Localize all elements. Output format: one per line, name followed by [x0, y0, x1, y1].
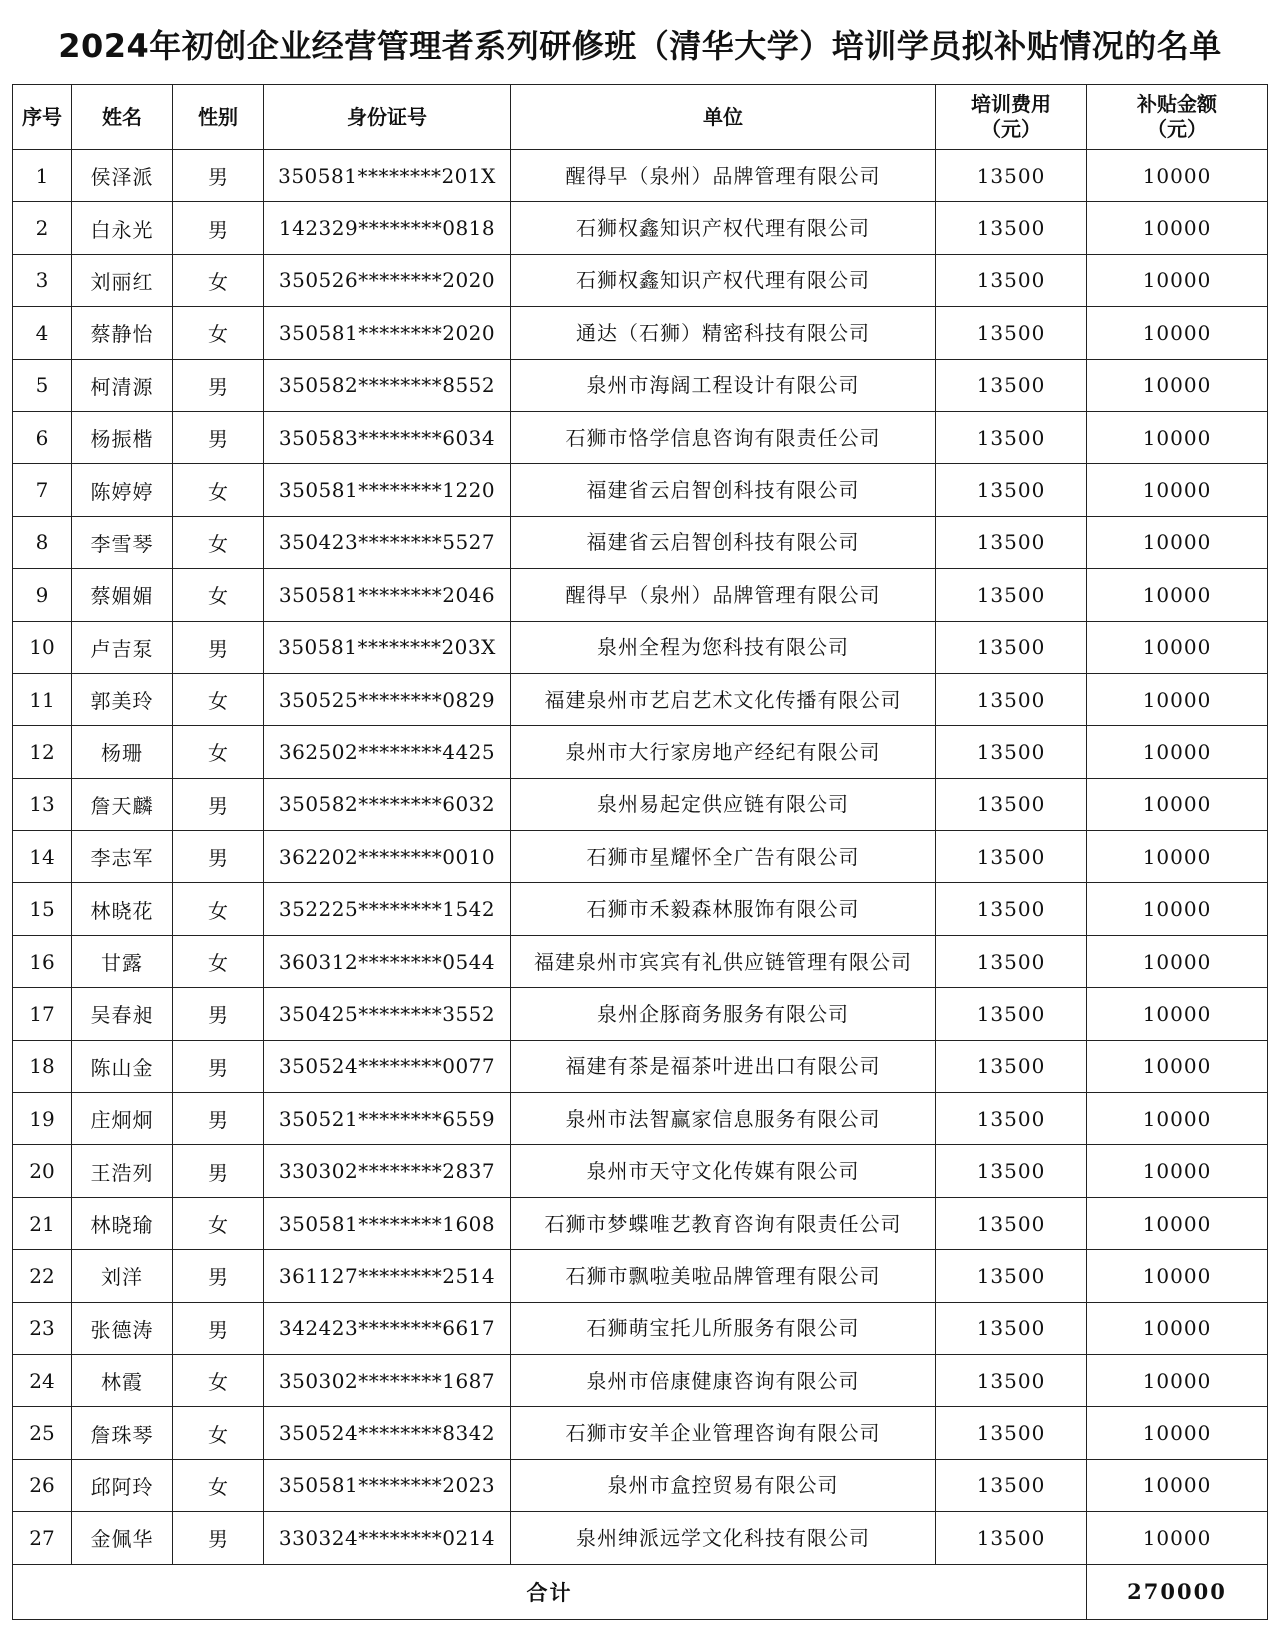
cell-subsidy-amount: 10000	[1087, 1145, 1268, 1197]
cell-unit: 石狮市飘啦美啦品牌管理有限公司	[511, 1250, 936, 1302]
cell-gender: 男	[173, 202, 264, 254]
column-header-fee: 培训费用（元）	[936, 85, 1087, 150]
cell-name: 邱阿玲	[72, 1459, 173, 1511]
cell-gender: 男	[173, 1250, 264, 1302]
cell-id-number: 350423********5527	[264, 516, 511, 568]
table-row	[13, 621, 1268, 673]
table-row	[13, 988, 1268, 1040]
cell-training-fee: 13500	[936, 1407, 1087, 1459]
cell-training-fee: 13500	[936, 726, 1087, 778]
cell-unit: 福建省云启智创科技有限公司	[511, 464, 936, 516]
cell-id-number: 350581********1220	[264, 464, 511, 516]
table-row	[13, 307, 1268, 359]
cell-gender: 男	[173, 1040, 264, 1092]
cell-gender: 男	[173, 1093, 264, 1145]
roster-body	[13, 150, 1268, 1565]
total-row	[13, 1564, 1268, 1619]
cell-name: 白永光	[72, 202, 173, 254]
cell-training-fee: 13500	[936, 621, 1087, 673]
cell-subsidy-amount: 10000	[1087, 935, 1268, 987]
cell-id-number: 350581********203X	[264, 621, 511, 673]
cell-gender: 女	[173, 1354, 264, 1406]
table-row	[13, 464, 1268, 516]
cell-seq: 1	[13, 150, 72, 202]
table-row	[13, 883, 1268, 935]
cell-seq: 22	[13, 1250, 72, 1302]
table-row	[13, 1040, 1268, 1092]
cell-subsidy-amount: 10000	[1087, 1302, 1268, 1354]
cell-training-fee: 13500	[936, 202, 1087, 254]
cell-training-fee: 13500	[936, 831, 1087, 883]
table-row	[13, 1302, 1268, 1354]
cell-training-fee: 13500	[936, 307, 1087, 359]
cell-subsidy-amount: 10000	[1087, 1093, 1268, 1145]
cell-id-number: 350524********8342	[264, 1407, 511, 1459]
column-header-seq: 序号	[13, 85, 72, 150]
cell-subsidy-amount: 10000	[1087, 883, 1268, 935]
cell-unit: 石狮权鑫知识产权代理有限公司	[511, 254, 936, 306]
cell-training-fee: 13500	[936, 1354, 1087, 1406]
cell-name: 吴春昶	[72, 988, 173, 1040]
table-row	[13, 1145, 1268, 1197]
cell-name: 郭美玲	[72, 673, 173, 725]
table-row	[13, 1407, 1268, 1459]
cell-subsidy-amount: 10000	[1087, 726, 1268, 778]
cell-id-number: 350521********6559	[264, 1093, 511, 1145]
table-row	[13, 831, 1268, 883]
cell-seq: 13	[13, 778, 72, 830]
cell-training-fee: 13500	[936, 1093, 1087, 1145]
cell-seq: 15	[13, 883, 72, 935]
cell-subsidy-amount: 10000	[1087, 150, 1268, 202]
cell-subsidy-amount: 10000	[1087, 1354, 1268, 1406]
cell-id-number: 361127********2514	[264, 1250, 511, 1302]
cell-subsidy-amount: 10000	[1087, 1197, 1268, 1249]
cell-training-fee: 13500	[936, 464, 1087, 516]
cell-training-fee: 13500	[936, 254, 1087, 306]
cell-seq: 14	[13, 831, 72, 883]
cell-id-number: 350302********1687	[264, 1354, 511, 1406]
cell-seq: 11	[13, 673, 72, 725]
cell-unit: 泉州市盒控贸易有限公司	[511, 1459, 936, 1511]
cell-subsidy-amount: 10000	[1087, 202, 1268, 254]
cell-id-number: 142329********0818	[264, 202, 511, 254]
cell-gender: 女	[173, 307, 264, 359]
cell-unit: 石狮市梦蝶唯艺教育咨询有限责任公司	[511, 1197, 936, 1249]
cell-seq: 5	[13, 359, 72, 411]
cell-unit: 石狮市星耀怀全广告有限公司	[511, 831, 936, 883]
cell-training-fee: 13500	[936, 1145, 1087, 1197]
cell-unit: 石狮权鑫知识产权代理有限公司	[511, 202, 936, 254]
table-row	[13, 673, 1268, 725]
cell-id-number: 342423********6617	[264, 1302, 511, 1354]
total-value: 270000	[1087, 1564, 1268, 1619]
column-header-name: 姓名	[72, 85, 173, 150]
cell-subsidy-amount: 10000	[1087, 254, 1268, 306]
cell-name: 林晓瑜	[72, 1197, 173, 1249]
cell-unit: 石狮市恪学信息咨询有限责任公司	[511, 411, 936, 463]
table-row	[13, 569, 1268, 621]
cell-unit: 泉州市天守文化传媒有限公司	[511, 1145, 936, 1197]
cell-name: 李雪琴	[72, 516, 173, 568]
table-row	[13, 411, 1268, 463]
cell-gender: 女	[173, 1197, 264, 1249]
cell-training-fee: 13500	[936, 778, 1087, 830]
cell-id-number: 350581********201X	[264, 150, 511, 202]
cell-unit: 泉州企豚商务服务有限公司	[511, 988, 936, 1040]
cell-gender: 女	[173, 935, 264, 987]
cell-gender: 女	[173, 464, 264, 516]
table-row	[13, 1354, 1268, 1406]
cell-training-fee: 13500	[936, 1459, 1087, 1511]
cell-name: 金佩华	[72, 1512, 173, 1564]
cell-gender: 男	[173, 778, 264, 830]
page-title: 2024年初创企业经营管理者系列研修班（清华大学）培训学员拟补贴情况的名单	[58, 27, 1222, 65]
cell-unit: 石狮市禾毅森林服饰有限公司	[511, 883, 936, 935]
cell-unit: 泉州市倍康健康咨询有限公司	[511, 1354, 936, 1406]
cell-name: 卢吉泵	[72, 621, 173, 673]
column-header-gender: 性别	[173, 85, 264, 150]
cell-gender: 女	[173, 726, 264, 778]
table-row	[13, 1197, 1268, 1249]
cell-subsidy-amount: 10000	[1087, 673, 1268, 725]
cell-name: 蔡媚媚	[72, 569, 173, 621]
cell-name: 林晓花	[72, 883, 173, 935]
cell-id-number: 350526********2020	[264, 254, 511, 306]
cell-unit: 泉州绅派远学文化科技有限公司	[511, 1512, 936, 1564]
cell-seq: 9	[13, 569, 72, 621]
cell-name: 刘丽红	[72, 254, 173, 306]
column-header-unit: 单位	[511, 85, 936, 150]
cell-unit: 醒得早（泉州）品牌管理有限公司	[511, 569, 936, 621]
cell-subsidy-amount: 10000	[1087, 464, 1268, 516]
cell-id-number: 360312********0544	[264, 935, 511, 987]
cell-name: 詹珠琴	[72, 1407, 173, 1459]
cell-gender: 女	[173, 1407, 264, 1459]
cell-training-fee: 13500	[936, 150, 1087, 202]
header-row	[13, 85, 1268, 150]
table-row	[13, 726, 1268, 778]
cell-unit: 通达（石狮）精密科技有限公司	[511, 307, 936, 359]
table-row	[13, 778, 1268, 830]
cell-seq: 26	[13, 1459, 72, 1511]
cell-seq: 7	[13, 464, 72, 516]
cell-training-fee: 13500	[936, 516, 1087, 568]
cell-seq: 24	[13, 1354, 72, 1406]
cell-gender: 女	[173, 516, 264, 568]
cell-gender: 女	[173, 254, 264, 306]
cell-name: 蔡静怡	[72, 307, 173, 359]
cell-subsidy-amount: 10000	[1087, 1512, 1268, 1564]
cell-seq: 3	[13, 254, 72, 306]
cell-id-number: 350524********0077	[264, 1040, 511, 1092]
cell-seq: 20	[13, 1145, 72, 1197]
cell-name: 林霞	[72, 1354, 173, 1406]
cell-name: 杨珊	[72, 726, 173, 778]
cell-unit: 石狮萌宝托儿所服务有限公司	[511, 1302, 936, 1354]
cell-gender: 女	[173, 569, 264, 621]
cell-subsidy-amount: 10000	[1087, 569, 1268, 621]
cell-seq: 16	[13, 935, 72, 987]
cell-id-number: 350581********2020	[264, 307, 511, 359]
cell-name: 侯泽派	[72, 150, 173, 202]
cell-training-fee: 13500	[936, 673, 1087, 725]
cell-seq: 23	[13, 1302, 72, 1354]
table-row	[13, 516, 1268, 568]
cell-gender: 男	[173, 1145, 264, 1197]
cell-seq: 4	[13, 307, 72, 359]
cell-id-number: 330324********0214	[264, 1512, 511, 1564]
table-row	[13, 202, 1268, 254]
cell-subsidy-amount: 10000	[1087, 307, 1268, 359]
cell-gender: 女	[173, 673, 264, 725]
cell-subsidy-amount: 10000	[1087, 359, 1268, 411]
cell-training-fee: 13500	[936, 359, 1087, 411]
cell-id-number: 350582********8552	[264, 359, 511, 411]
cell-name: 庄炯炯	[72, 1093, 173, 1145]
cell-training-fee: 13500	[936, 1040, 1087, 1092]
cell-unit: 福建有茶是福茶叶进出口有限公司	[511, 1040, 936, 1092]
cell-training-fee: 13500	[936, 935, 1087, 987]
cell-seq: 19	[13, 1093, 72, 1145]
cell-seq: 27	[13, 1512, 72, 1564]
cell-seq: 10	[13, 621, 72, 673]
cell-seq: 12	[13, 726, 72, 778]
cell-training-fee: 13500	[936, 411, 1087, 463]
cell-id-number: 350581********1608	[264, 1197, 511, 1249]
cell-unit: 泉州全程为您科技有限公司	[511, 621, 936, 673]
cell-name: 詹天麟	[72, 778, 173, 830]
cell-id-number: 362502********4425	[264, 726, 511, 778]
cell-unit: 泉州市法智赢家信息服务有限公司	[511, 1093, 936, 1145]
cell-subsidy-amount: 10000	[1087, 621, 1268, 673]
cell-seq: 6	[13, 411, 72, 463]
cell-subsidy-amount: 10000	[1087, 516, 1268, 568]
cell-training-fee: 13500	[936, 988, 1087, 1040]
cell-unit: 泉州易起定供应链有限公司	[511, 778, 936, 830]
cell-seq: 8	[13, 516, 72, 568]
cell-name: 柯清源	[72, 359, 173, 411]
cell-gender: 男	[173, 359, 264, 411]
cell-subsidy-amount: 10000	[1087, 1040, 1268, 1092]
table-row	[13, 1459, 1268, 1511]
cell-subsidy-amount: 10000	[1087, 1407, 1268, 1459]
cell-seq: 21	[13, 1197, 72, 1249]
column-header-subsidy: 补贴金额（元）	[1087, 85, 1268, 150]
cell-unit: 福建泉州市艺启艺术文化传播有限公司	[511, 673, 936, 725]
table-row	[13, 1093, 1268, 1145]
cell-seq: 18	[13, 1040, 72, 1092]
cell-gender: 男	[173, 1512, 264, 1564]
cell-training-fee: 13500	[936, 1302, 1087, 1354]
cell-name: 李志军	[72, 831, 173, 883]
cell-id-number: 350583********6034	[264, 411, 511, 463]
cell-id-number: 352225********1542	[264, 883, 511, 935]
cell-gender: 女	[173, 883, 264, 935]
cell-id-number: 350425********3552	[264, 988, 511, 1040]
cell-seq: 25	[13, 1407, 72, 1459]
cell-gender: 女	[173, 1459, 264, 1511]
cell-gender: 男	[173, 150, 264, 202]
cell-name: 杨振楷	[72, 411, 173, 463]
cell-id-number: 330302********2837	[264, 1145, 511, 1197]
total-label: 合计	[13, 1564, 1087, 1619]
cell-gender: 男	[173, 411, 264, 463]
cell-subsidy-amount: 10000	[1087, 988, 1268, 1040]
cell-name: 王浩列	[72, 1145, 173, 1197]
table-row	[13, 150, 1268, 202]
cell-id-number: 350581********2023	[264, 1459, 511, 1511]
cell-training-fee: 13500	[936, 569, 1087, 621]
cell-name: 陈山金	[72, 1040, 173, 1092]
cell-training-fee: 13500	[936, 1250, 1087, 1302]
table-row	[13, 1512, 1268, 1564]
cell-name: 张德涛	[72, 1302, 173, 1354]
cell-unit: 福建省云启智创科技有限公司	[511, 516, 936, 568]
cell-name: 陈婷婷	[72, 464, 173, 516]
cell-unit: 泉州市大行家房地产经纪有限公司	[511, 726, 936, 778]
cell-unit: 醒得早（泉州）品牌管理有限公司	[511, 150, 936, 202]
cell-subsidy-amount: 10000	[1087, 1459, 1268, 1511]
cell-gender: 男	[173, 988, 264, 1040]
cell-training-fee: 13500	[936, 1512, 1087, 1564]
cell-subsidy-amount: 10000	[1087, 411, 1268, 463]
column-header-id: 身份证号	[264, 85, 511, 150]
table-row	[13, 935, 1268, 987]
cell-name: 刘洋	[72, 1250, 173, 1302]
cell-id-number: 350581********2046	[264, 569, 511, 621]
cell-id-number: 362202********0010	[264, 831, 511, 883]
cell-unit: 福建泉州市宾宾有礼供应链管理有限公司	[511, 935, 936, 987]
table-row	[13, 1250, 1268, 1302]
cell-id-number: 350525********0829	[264, 673, 511, 725]
cell-gender: 男	[173, 621, 264, 673]
cell-training-fee: 13500	[936, 1197, 1087, 1249]
cell-gender: 男	[173, 831, 264, 883]
cell-subsidy-amount: 10000	[1087, 778, 1268, 830]
cell-gender: 男	[173, 1302, 264, 1354]
cell-subsidy-amount: 10000	[1087, 831, 1268, 883]
cell-name: 甘露	[72, 935, 173, 987]
table-row	[13, 359, 1268, 411]
cell-unit: 泉州市海阔工程设计有限公司	[511, 359, 936, 411]
cell-training-fee: 13500	[936, 883, 1087, 935]
cell-seq: 2	[13, 202, 72, 254]
cell-unit: 石狮市安羊企业管理咨询有限公司	[511, 1407, 936, 1459]
table-row	[13, 254, 1268, 306]
cell-subsidy-amount: 10000	[1087, 1250, 1268, 1302]
subsidy-roster-table	[12, 84, 1268, 1620]
cell-seq: 17	[13, 988, 72, 1040]
cell-id-number: 350582********6032	[264, 778, 511, 830]
